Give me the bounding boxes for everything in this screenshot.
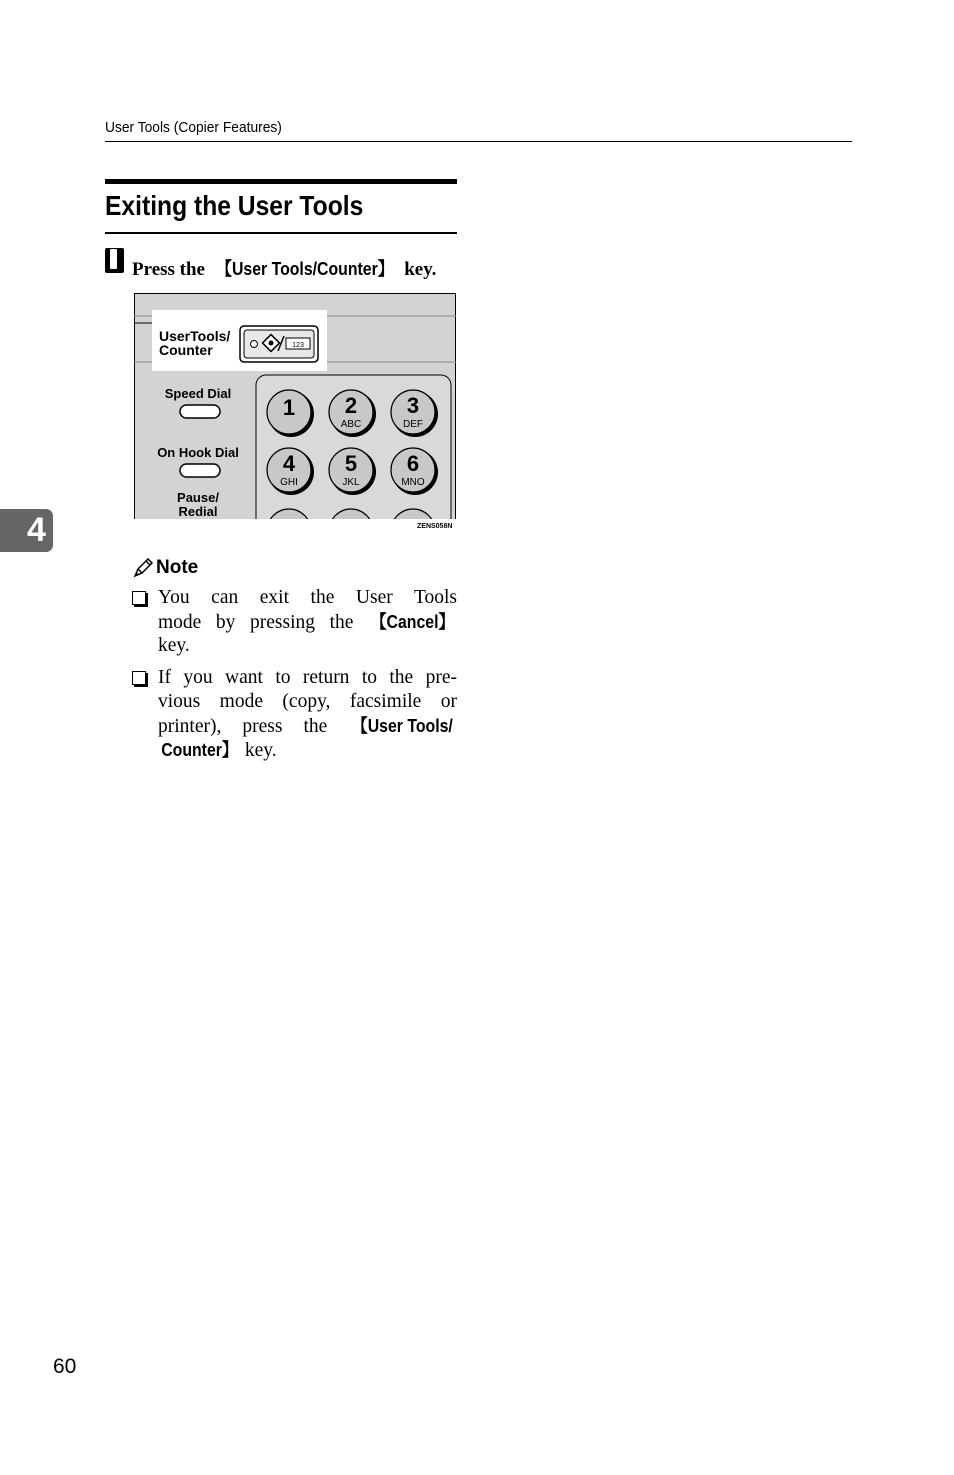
checkbox-bullet-icon (132, 591, 146, 605)
usertools-label-2: Counter (159, 342, 213, 358)
speed-dial-button[interactable] (180, 405, 220, 418)
step-instruction (132, 255, 436, 281)
checkbox-bullet-icon (132, 671, 146, 685)
figure-code: ZENS058N (417, 523, 453, 530)
keypad-digit: 2 (344, 393, 358, 418)
header-rule (105, 141, 852, 142)
section-title: Exiting the User Tools (105, 190, 364, 221)
keypad-digit: 4 (282, 451, 296, 476)
running-header: User Tools (Copier Features) (105, 119, 282, 136)
keypad-digit: 3 (406, 393, 420, 418)
title-top-bar (105, 179, 457, 184)
keypad-digit: 5 (344, 451, 358, 476)
note2-line2: vious mode (copy, facsimile or (158, 691, 457, 712)
keypad-digit: 6 (406, 451, 420, 476)
chapter-tab (0, 509, 53, 552)
on-hook-dial-label: On Hook Dial (157, 445, 239, 460)
step-prefix: Press the (132, 259, 210, 280)
page-number: 60 (53, 1355, 77, 1378)
counter-key-name: Counter】 (161, 740, 238, 760)
chapter-number: 4 (27, 511, 46, 549)
note2-line3 (158, 714, 457, 738)
note-title: Note (156, 557, 199, 578)
note1-line1: You can exit the User Tools (158, 587, 457, 608)
speed-dial-label: Speed Dial (164, 386, 232, 401)
keypad-letters: MNO (401, 477, 425, 488)
user-tools-key-name: 【User Tools/ (352, 716, 454, 736)
keypad-letters: DEF (403, 419, 423, 430)
pencil-icon (132, 557, 154, 579)
note2-line3-text: printer), press the (158, 716, 349, 737)
counter-icon-label: 123 (292, 342, 304, 349)
note2-line4-text: key. (240, 740, 277, 761)
note-heading (132, 557, 198, 579)
note1-line3: key. (158, 635, 190, 656)
step-suffix: key. (399, 259, 437, 280)
title-underline (105, 232, 457, 234)
note-item-1 (132, 586, 457, 658)
step-number-icon (105, 248, 124, 273)
pause-label-2: Redial (178, 504, 218, 519)
cancel-key-name: 【Cancel】 (370, 612, 455, 632)
user-tools-counter-key[interactable] (240, 326, 318, 362)
usertools-label-1: UserTools/ (159, 328, 231, 344)
note1-line2 (158, 610, 457, 634)
keypad-digit: 1 (282, 395, 296, 420)
step-key-name: 【User Tools/Counter】 (215, 259, 394, 279)
keypad-letters: GHI (280, 477, 298, 488)
keypad-letters: JKL (342, 477, 360, 488)
note1-line2-text: mode by pressing the (158, 612, 368, 633)
note2-line1: If you want to return to the pre- (158, 667, 457, 688)
keypad-letters: ABC (340, 419, 362, 430)
note-item-2 (132, 666, 457, 762)
control-panel-illustration (134, 293, 456, 519)
on-hook-dial-button[interactable] (180, 464, 220, 477)
pause-label-1: Pause/ (177, 490, 219, 505)
note2-line4 (158, 738, 457, 762)
